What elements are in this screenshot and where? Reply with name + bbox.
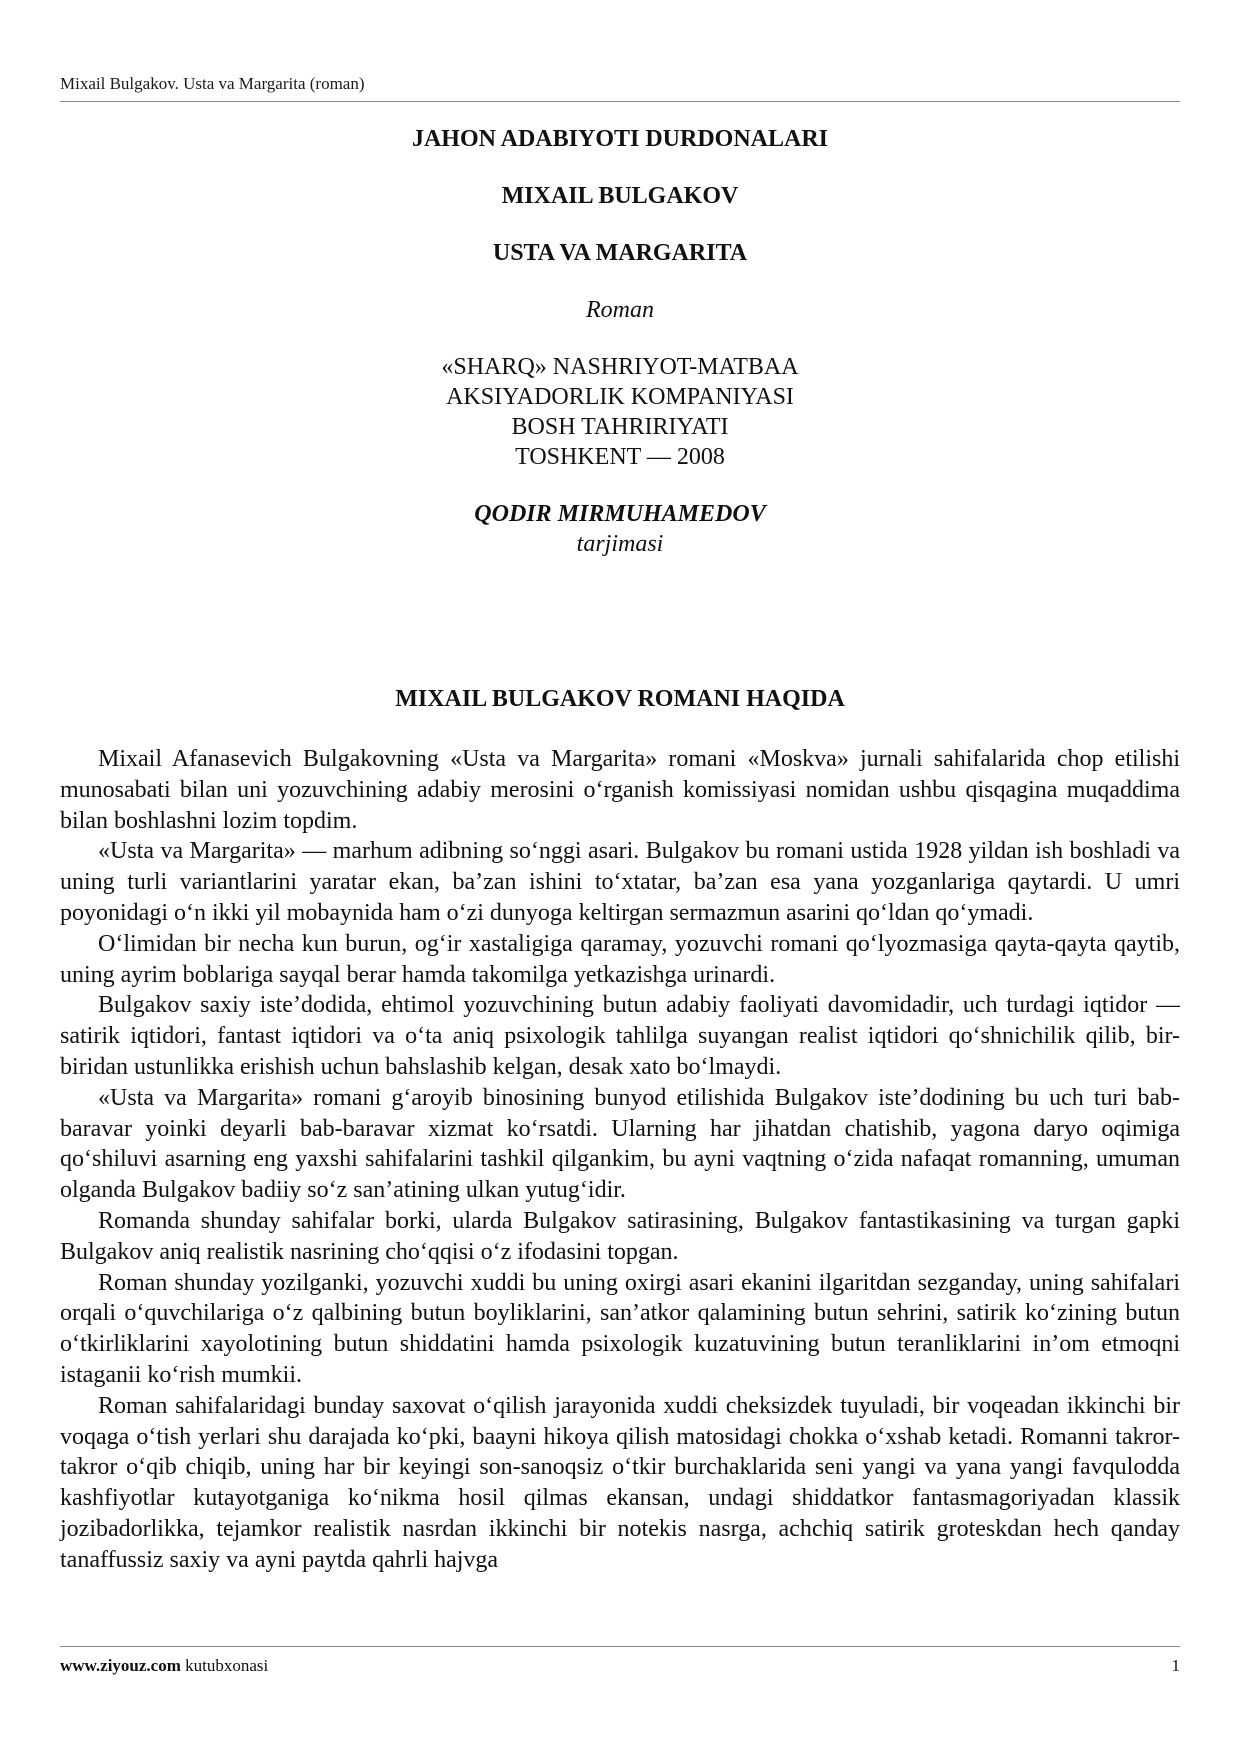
paragraph: Bulgakov saxiy iste’dodida, ehtimol yozuvchining butun adabiy faoliyati davomidadir, uch turdagi iqtidor — satirik iqtidori, fantast iqtidori va o‘ta aniq psixologik tahlilga suyangan realist iqtidori qo‘shnichilik qilib, bir-biridan ustunlikka erishish uchun bahslashib kelgan, desak xato bo‘lmaydi. xyxy=(60,992,1180,1080)
series-title: JAHON ADABIYOTI DURDONALARI xyxy=(411,126,829,152)
running-header: Mixail Bulgakov. Usta va Margarita (roman) xyxy=(60,74,365,93)
paragraph: Roman sahifalaridagi bunday saxovat o‘qilish jarayonida xuddi cheksizdek tuyuladi, bir voqeadan ikkinchi bir voqaga o‘tish yerlari shu darajada ko‘pki, baayni hikoya qilish matosidagi chokka o‘xshab ketadi. Romanni takror-takror o‘qib chiqib, uning har bir keyingi son-sanoqsiz o‘tkir burchaklarida seni yangi va yana yangi favqulodda kashfiyotlar kutayotganiga ko‘nikma hosil qilmas ekansan, undagi shiddatkor fantasmagoriyadan klassik jozibadorlikka, tejamkor realistik nasrdan ikkinchi bir notekis nasrga, achchiq satirik groteskdan hech qanday tanaffussiz saxiy va ayni paytda qahrli hajvga xyxy=(60,1392,1180,1573)
genre-label: Roman xyxy=(586,297,654,323)
body-text xyxy=(60,744,1180,1576)
page-number: 1 xyxy=(1171,1656,1180,1675)
header-divider xyxy=(60,101,1180,102)
book-title: USTA VA MARGARITA xyxy=(492,240,748,266)
footer-site-suffix: kutubxonasi xyxy=(180,1656,269,1675)
publisher-line: TOSHKENT — 2008 xyxy=(515,444,725,470)
publisher-line: BOSH TAHRIRIYATI xyxy=(511,414,729,440)
paragraph: Roman shunday yozilganki, yozuvchi xuddi bu uning oxirgi asari ekanini ilgaritdan sezganday, uning sahifalari orqali o‘quvchilariga o‘z qalbining butun boyliklarini, san’atkor qalamining butun sehrini, satirik ko‘zining butun o‘tkirliklarini xayolotining butun shiddatini hamda psixologik kuzatuvining butun teranliklarini in’om etmoqni istaganii ko‘rish mumkii. xyxy=(60,1269,1180,1388)
paragraph: «Usta va Margarita» — marhum adibning so‘nggi asari. Bulgakov bu romani ustida 1928 yildan ish boshladi va uning turli variantlarini yaratar ekan, ba’zan ishini to‘xtatar, ba’zan esa yana yozganlariga qaytardi. U umri poyonidagi o‘n ikki yil mobaynida ham o‘zi dunyoga keltirgan sermazmun asarini qo‘ldan qo‘ymadi. xyxy=(60,838,1180,926)
paragraph: O‘limidan bir necha kun burun, og‘ir xastaligiga qaramay, yozuvchi romani qo‘lyozmasiga qayta-qayta qaytib, uning ayrim boblariga sayqal berar hamda takomilga yetkazishga urinardi. xyxy=(60,930,1180,988)
footer-site-link[interactable]: www.ziyouz.com xyxy=(60,1656,181,1675)
author-name: MIXAIL BULGAKOV xyxy=(501,183,739,209)
paragraph: Mixail Afanasevich Bulgakovning «Usta va Margarita» romani «Moskva» jurnali sahifalarida chop etilishi munosabati bilan uni yozuvchining adabiy merosini o‘rganish komissiyasi nomidan ushbu qisqagina muqaddima bilan boshlashni lozim topdim. xyxy=(60,746,1180,834)
translator-name: QODIR MIRMUHAMEDOV xyxy=(474,501,766,527)
publisher-line: «SHARQ» NASHRIYOT-MATBAA xyxy=(441,354,799,380)
translator-note: tarjimasi xyxy=(576,531,664,557)
section-heading: MIXAIL BULGAKOV ROMANI HAQIDA xyxy=(395,686,845,712)
paragraph: «Usta va Margarita» romani g‘aroyib binosining bunyod etilishida Bulgakov iste’dodining bu uch turi bab-baravar yoinki deyarli bab-baravar xizmat ko‘rsatdi. Ularning har jihatdan chatishib, yagona daryo oqimiga qo‘shiluvi asarning eng yaxshi sahifalarini tashkil qilgankim, bu ayni vaqtning o‘zida nafaqat romanning, umuman olganda Bulgakov badiiy so‘z san’atining ulkan yutug‘idir. xyxy=(60,1084,1180,1204)
title-block xyxy=(0,124,1240,559)
publisher-line: AKSIYADORLIK KOMPANIYASI xyxy=(446,384,794,410)
paragraph: Romanda shunday sahifalar borki, ularda Bulgakov satirasining, Bulgakov fantastikasining va turgan gapki Bulgakov aniq realistik nasrining cho‘qqisi o‘z ifodasini topgan. xyxy=(60,1207,1180,1265)
footer-divider xyxy=(60,1646,1180,1647)
footer-source xyxy=(60,1656,268,1676)
